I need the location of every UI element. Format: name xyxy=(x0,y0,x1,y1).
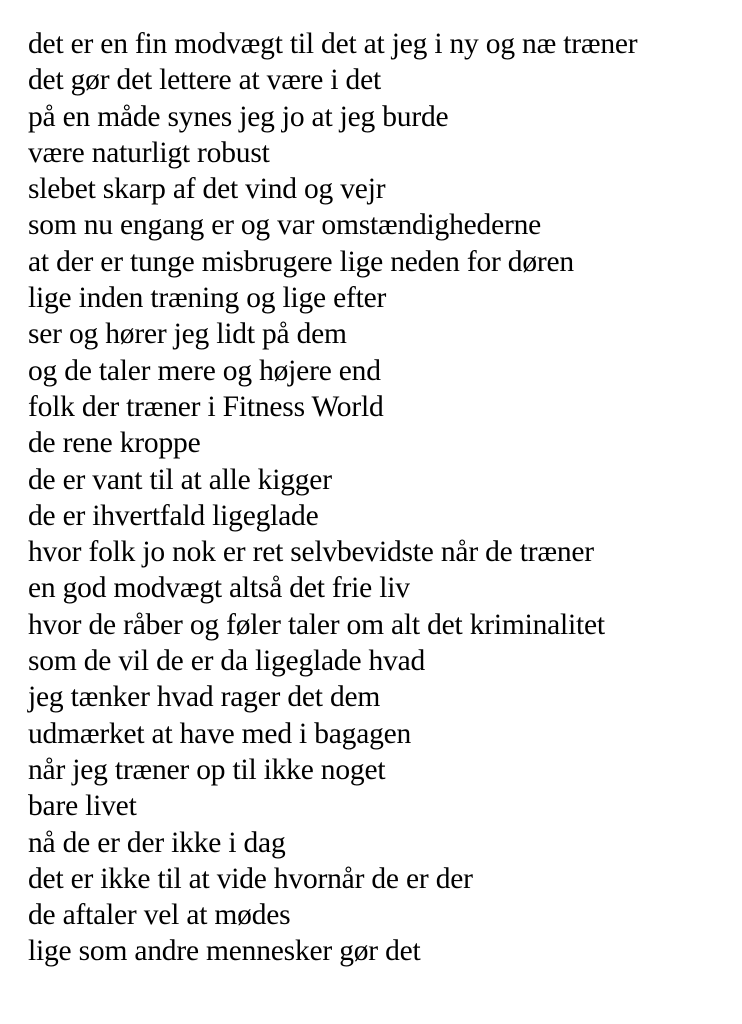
poem-line: slebet skarp af det vind og vejr xyxy=(28,173,386,206)
poem-line: det er en fin modvægt til det at jeg i ny og næ træner xyxy=(28,28,638,60)
poem-line: det er ikke til at vide hvornår de er der xyxy=(28,862,473,895)
poem-line: være naturligt robust xyxy=(28,136,270,169)
poem-text-block xyxy=(28,26,738,970)
poem-line: det gør det lettere at være i det xyxy=(28,64,381,97)
poem-line: som nu engang er og var omstændighederne xyxy=(28,209,542,242)
poem-line: hvor folk jo nok er ret selvbevidste når de træner xyxy=(28,536,594,569)
poem-line: ser og hører jeg lidt på dem xyxy=(28,318,347,351)
poem-line: bare livet xyxy=(28,790,137,823)
poem-line: en god modvægt altså det frie liv xyxy=(28,572,410,605)
poem-line: hvor de råber og føler taler om alt det kriminalitet xyxy=(28,608,605,641)
poem-line: de rene kroppe xyxy=(28,427,201,460)
poem-line: de er vant til at alle kigger xyxy=(28,463,332,496)
poem-line: og de taler mere og højere end xyxy=(28,354,381,387)
poem-line: på en måde synes jeg jo at jeg burde xyxy=(28,100,449,133)
poem-line: lige inden træning og lige efter xyxy=(28,282,387,315)
poem-line: jeg tænker hvad rager det dem xyxy=(28,681,381,714)
poem-line: nå de er der ikke i dag xyxy=(28,826,286,859)
poem-line: lige som andre mennesker gør det xyxy=(28,935,421,968)
poem-line: folk der træner i Fitness World xyxy=(28,390,384,423)
poem-line: som de vil de er da ligeglade hvad xyxy=(28,645,426,678)
poem-line: at der er tunge misbrugere lige neden for døren xyxy=(28,245,574,278)
poem-line: udmærket at have med i bagagen xyxy=(28,717,412,750)
poem-line: når jeg træner op til ikke noget xyxy=(28,753,386,786)
poem-line: de aftaler vel at mødes xyxy=(28,899,291,932)
poem-line: de er ihvertfald ligeglade xyxy=(28,499,319,532)
